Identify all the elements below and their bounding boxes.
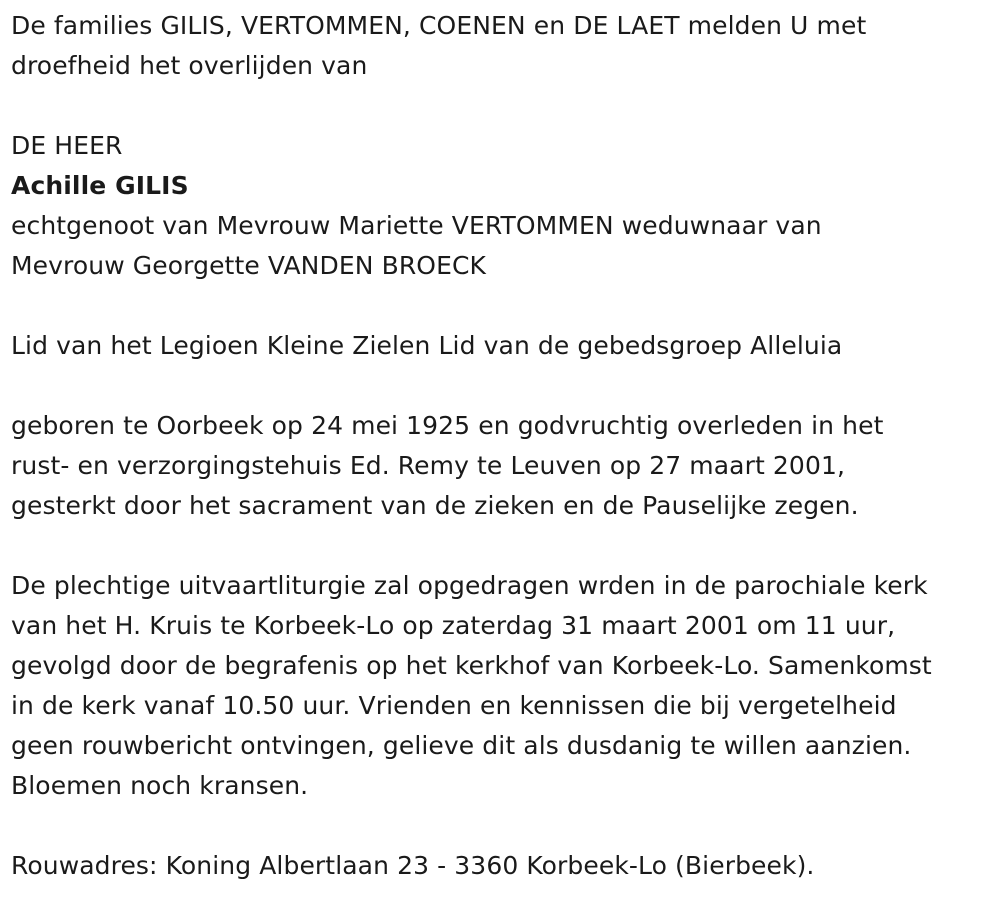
spouse-line: echtgenoot van Mevrouw Mariette VERTOMMEN weduwnaar van [11, 211, 822, 240]
spacer [11, 806, 991, 846]
funeral-line: in de kerk vanaf 10.50 uur. Vrienden en kennissen die bij vergetelheid [11, 691, 897, 720]
intro-paragraph [11, 6, 991, 86]
death-notice [11, 6, 991, 886]
spacer [11, 286, 991, 326]
funeral-line: geen rouwbericht ontvingen, gelieve dit als dusdanig te willen aanzien. [11, 731, 912, 760]
intro-line: De families GILIS, VERTOMMEN, COENEN en DE LAET melden U met [11, 11, 867, 40]
funeral-paragraph [11, 566, 991, 806]
spacer [11, 86, 991, 126]
birth-death-paragraph [11, 406, 991, 526]
intro-line: droefheid het overlijden van [11, 51, 368, 80]
birth-death-line: rust- en verzorgingstehuis Ed. Remy te Leuven op 27 maart 2001, [11, 451, 845, 480]
funeral-line: De plechtige uitvaartliturgie zal opgedragen wrden in de parochiale kerk [11, 571, 928, 600]
funeral-line: gevolgd door de begrafenis op het kerkhof van Korbeek-Lo. Samenkomst [11, 651, 932, 680]
spacer [11, 366, 991, 406]
funeral-line: van het H. Kruis te Korbeek-Lo op zaterdag 31 maart 2001 om 11 uur, [11, 611, 896, 640]
funeral-line: Bloemen noch kransen. [11, 771, 309, 800]
spouse-line: Mevrouw Georgette VANDEN BROECK [11, 251, 487, 280]
birth-death-line: geboren te Oorbeek op 24 mei 1925 en godvruchtig overleden in het [11, 411, 884, 440]
spacer [11, 526, 991, 566]
birth-death-line: gesterkt door het sacrament van de zieken en de Pauselijke zegen. [11, 491, 859, 520]
deceased-name: Achille GILIS [11, 171, 189, 200]
spouse-paragraph [11, 206, 991, 286]
membership-line: Lid van het Legioen Kleine Zielen Lid van de gebedsgroep Alleluia [11, 331, 843, 360]
mourning-address: Rouwadres: Koning Albertlaan 23 - 3360 Korbeek-Lo (Bierbeek). [11, 851, 815, 880]
honorific-title: DE HEER [11, 131, 123, 160]
